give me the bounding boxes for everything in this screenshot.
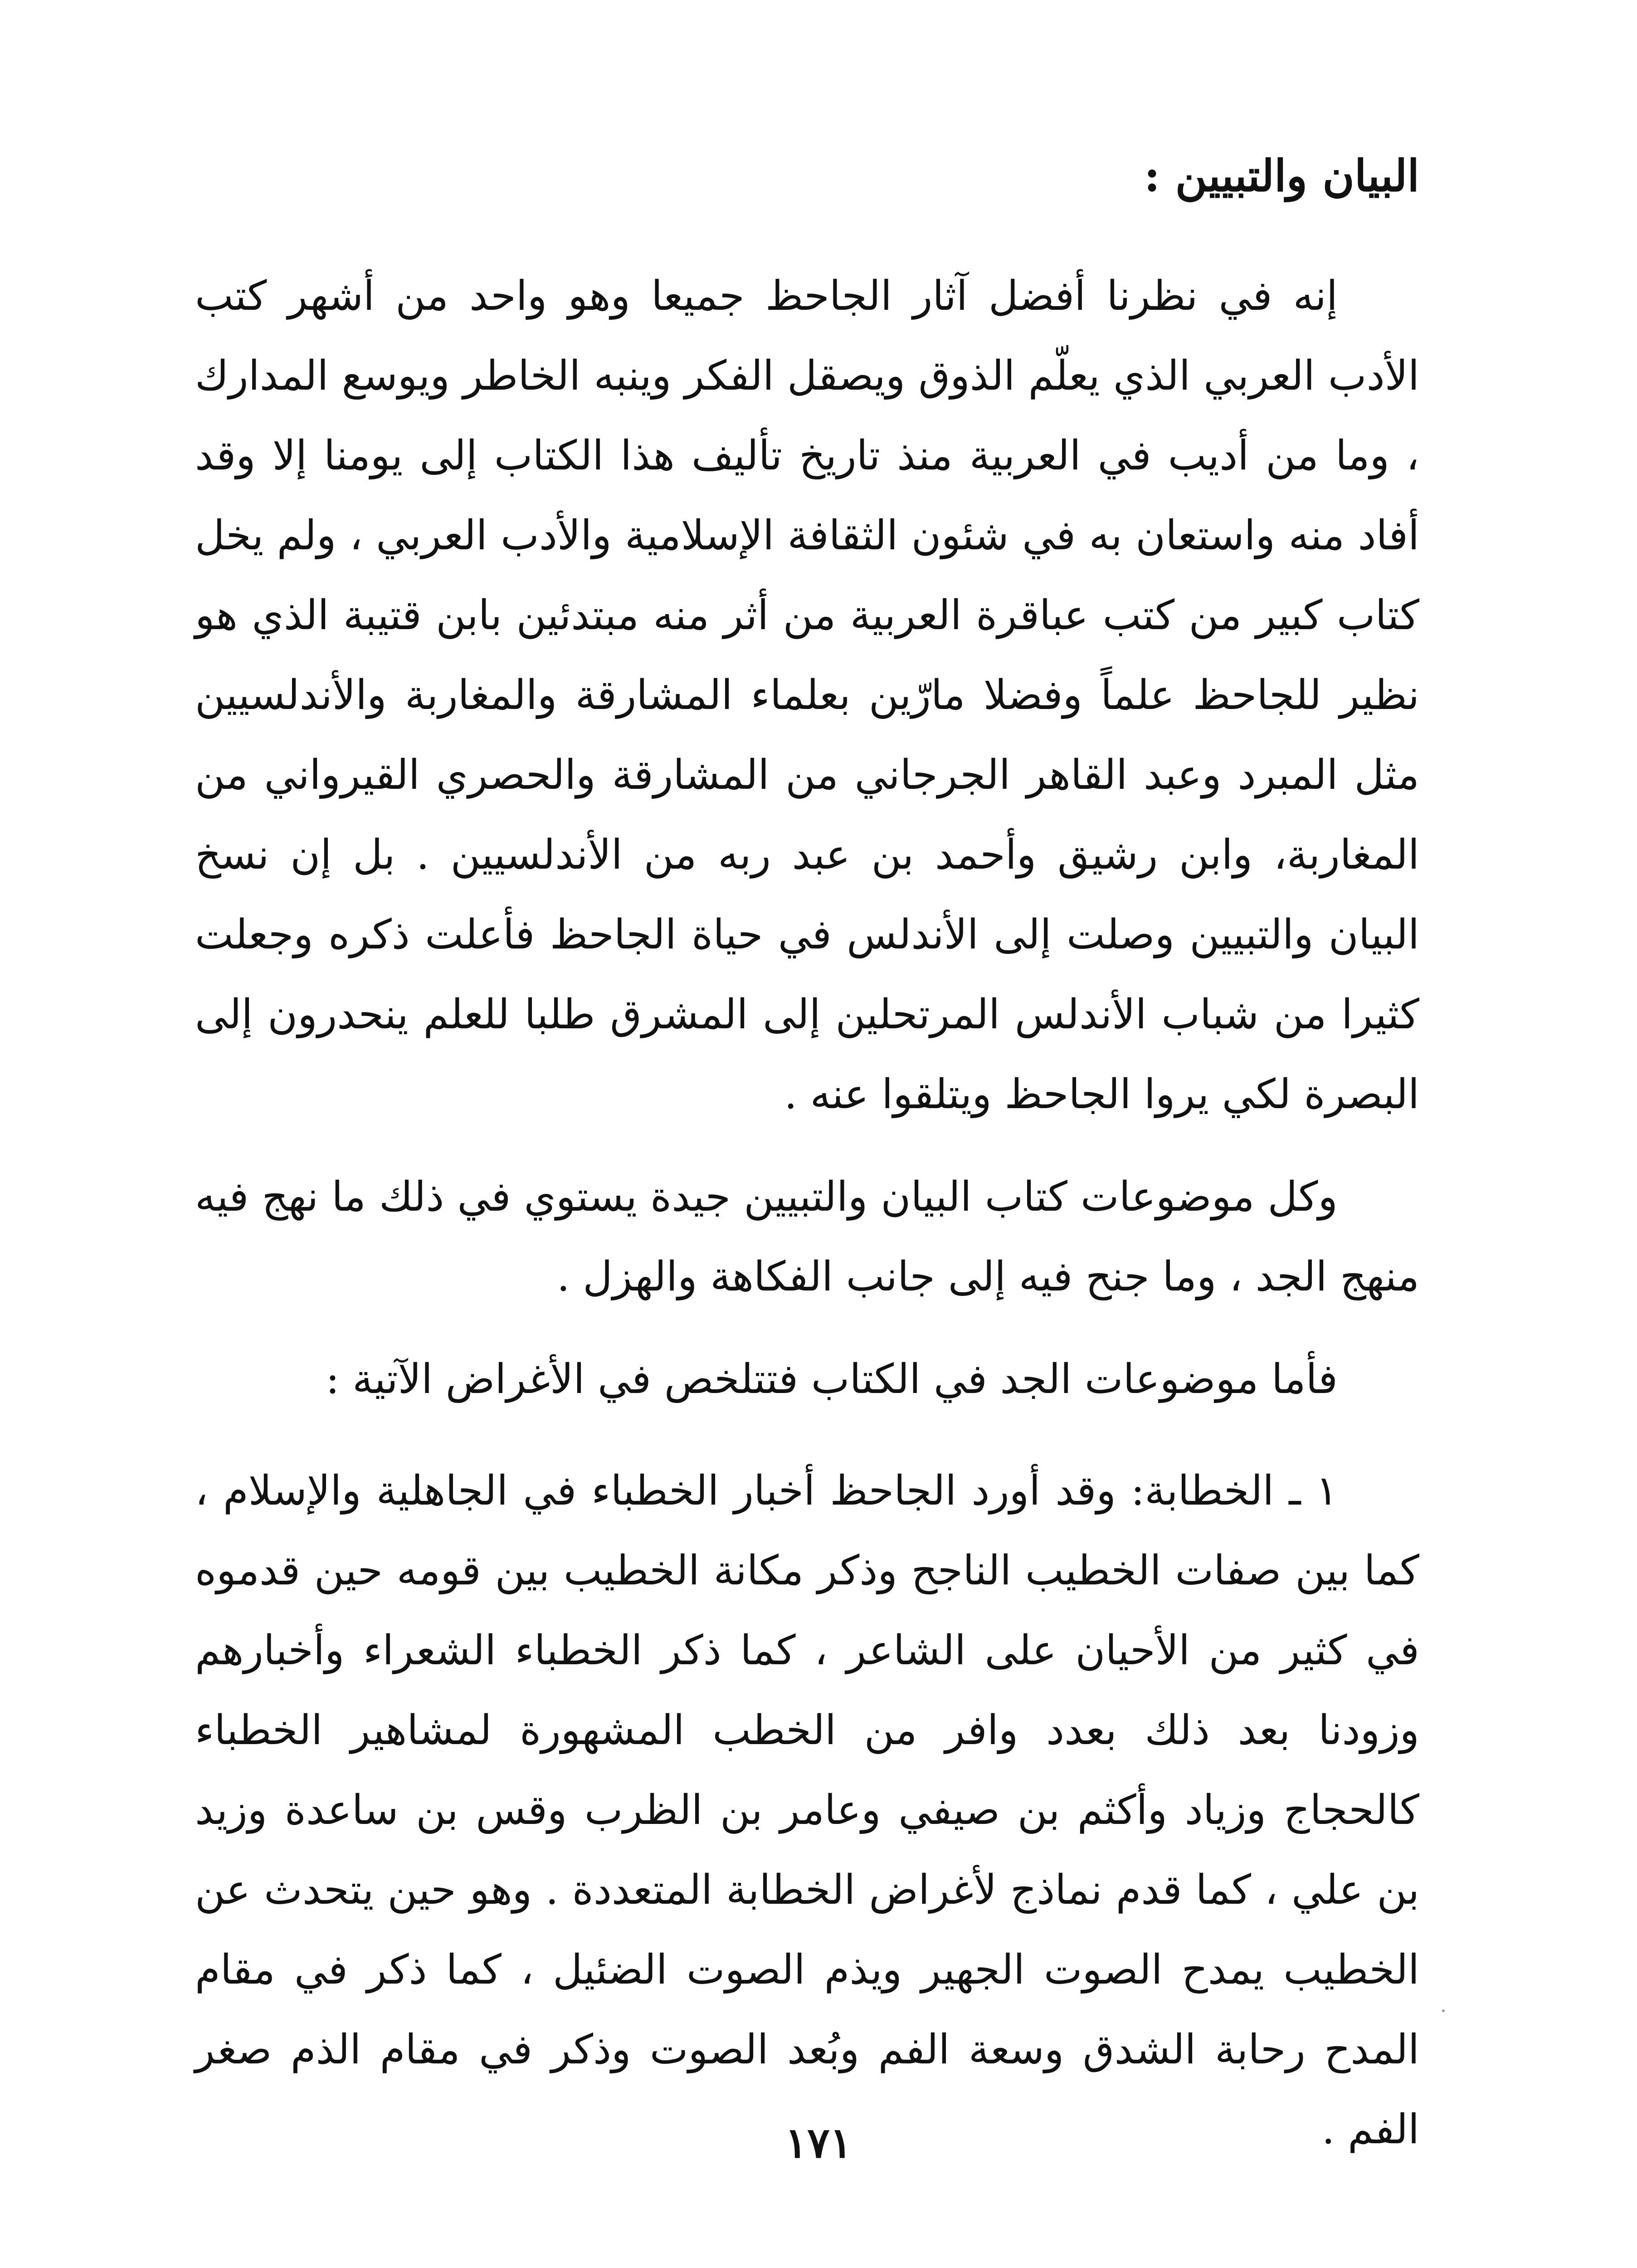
page-number: ١٧١ xyxy=(784,2118,853,2167)
paragraph-serious-topics: فأما موضوعات الجد في الكتاب فتتلخص في الأغراض الآتية : xyxy=(326,1355,1338,1403)
scan-speck xyxy=(1442,2009,1445,2012)
text-block xyxy=(195,150,1419,2170)
section-heading: البيان والتبيين : xyxy=(1144,150,1419,201)
paragraph-intro: إنه في نظرنا أفضل آثار الجاحظ جميعا وهو واحد من أشهر كتب الأدب العربي الذي يعلّم الذوق ويصقل الفكر وينبه الخاطر ويوسع المدارك ، وما من أديب في العربية منذ تاريخ تأليف هذا الكتاب إلى يومنا إلا وقد أفاد منه واستعان به في شئون الثقافة الإسلامية والأدب العربي ، ولم يخل كتاب كبير من كتب عباقرة العربية من أثر منه مبتدئين بابن قتيبة الذي هو نظير للجاحظ علماً وفضلا مارّين بعلماء المشارقة والمغاربة والأندلسيين مثل المبرد وعبد القاهر الجرجاني من المشارقة والحصري القيرواني من المغاربة، وابن رشيق وأحمد بن عبد ربه من الأندلسيين . بل إن نسخ البيان والتبيين وصلت إلى الأندلس في حياة الجاحظ فأعلت ذكره وجعلت كثيرا من شباب الأندلس المرتحلين إلى المشرق طلبا للعلم ينحدرون إلى البصرة لكي يروا الجاحظ ويتلقوا عنه . xyxy=(195,272,1419,1119)
paragraph-topics: وكل موضوعات كتاب البيان والتبيين جيدة يستوي في ذلك ما نهج فيه منهج الجد ، وما جنح فيه إلى جانب الفكاهة والهزل . xyxy=(195,1173,1419,1301)
paragraph-oratory: ١ ـ الخطابة: وقد أورد الجاحظ أخبار الخطباء في الجاهلية والإسلام ، كما بين صفات الخطيب الناجح وذكر مكانة الخطيب بين قومه حين قدموه في كثير من الأحيان على الشاعر ، كما ذكر الخطباء الشعراء وأخبارهم وزودنا بعد ذلك بعدد وافر من الخطب المشهورة لمشاهير الخطباء كالحجاج وزياد وأكثم بن صيفي وعامر بن الظرب وقس بن ساعدة وزيد بن علي ، كما قدم نماذج لأغراض الخطابة المتعددة . وهو حين يتحدث عن الخطيب يمدح الصوت الجهير ويذم الصوت الضئيل ، كما ذكر في مقام المدح رحابة الشدق وسعة الفم وبُعد الصوت وذكر في مقام الذم صغر الفم . xyxy=(195,1467,1419,2154)
